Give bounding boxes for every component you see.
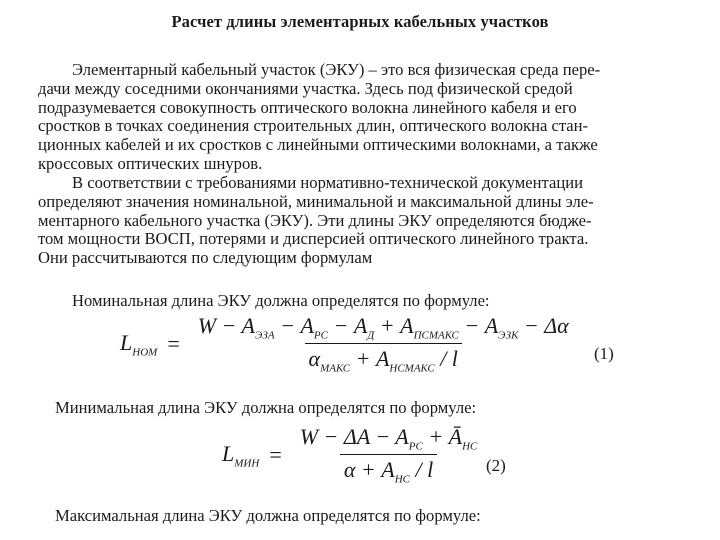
fraction	[194, 313, 573, 375]
text-line: дачи между соседними окончаниями участка. Здесь под физической средой	[38, 78, 573, 98]
text-line: кроссовых оптических шнуров.	[38, 153, 263, 173]
page-title: Расчет длины элементарных кабельных участков	[171, 12, 549, 31]
text-line: сростков в точках соединения строительных длин, оптического волокна стан-	[38, 116, 589, 136]
paragraph-definition	[38, 61, 656, 174]
equation-number: (2)	[486, 456, 506, 475]
formula-minimal	[222, 424, 481, 486]
numerator: $W - \Delta A - A_{РС}$ + $Ā_{НС}$	[299, 424, 478, 453]
paragraph-requirements	[38, 174, 656, 268]
denominator: $\alpha_{МАКС} + A_{НСМАКС} / l$	[305, 343, 462, 374]
equation-number: (1)	[594, 344, 614, 363]
text-line: Элементарный кабельный участок (ЭКУ) – это вся физическая среда пере-	[72, 60, 601, 79]
label-maximal-length: Максимальная длина ЭКУ должна определятся по формуле:	[55, 506, 481, 525]
fraction	[296, 424, 482, 486]
text-line: В соответствии с требованиями нормативно-технической документации	[72, 173, 583, 192]
label-minimal-length: Минимальная длина ЭКУ должна определятся по формуле:	[55, 398, 477, 417]
formula-nominal	[120, 313, 573, 375]
numerator: $W - A_{ЭЗА} - A_{РС} - A_Д + A_{ПСМАКС} - A_{ЭЗК} - \Delta\alpha$	[197, 313, 569, 342]
text-line: том мощности ВОСП, потерями и дисперсией оптического линейного тракта.	[38, 229, 589, 249]
formula-lhs: $L_{НОМ}$	[120, 329, 158, 359]
text-line: ционных кабелей и их сростков с линейными оптическими волокнами, а также	[38, 135, 598, 155]
text-line: Они рассчитываются по следующим формулам	[38, 248, 373, 268]
text-line: подразумевается совокупность оптического волокна линейного кабеля и его	[38, 97, 577, 117]
denominator: $\alpha + A_{НС} / l$	[340, 454, 437, 485]
formula-lhs: $L_{МИН}$	[222, 440, 260, 470]
equals-sign: =	[269, 441, 282, 467]
text-line: определяют значения номинальной, минимальной и максимальной длины эле-	[38, 191, 594, 211]
label-nominal-length: Номинальная длина ЭКУ должна определятся по формуле:	[72, 291, 490, 310]
text-line: ментарного кабельного участка (ЭКУ). Эти длины ЭКУ определяются бюдже-	[38, 210, 592, 230]
equals-sign: =	[167, 330, 180, 356]
